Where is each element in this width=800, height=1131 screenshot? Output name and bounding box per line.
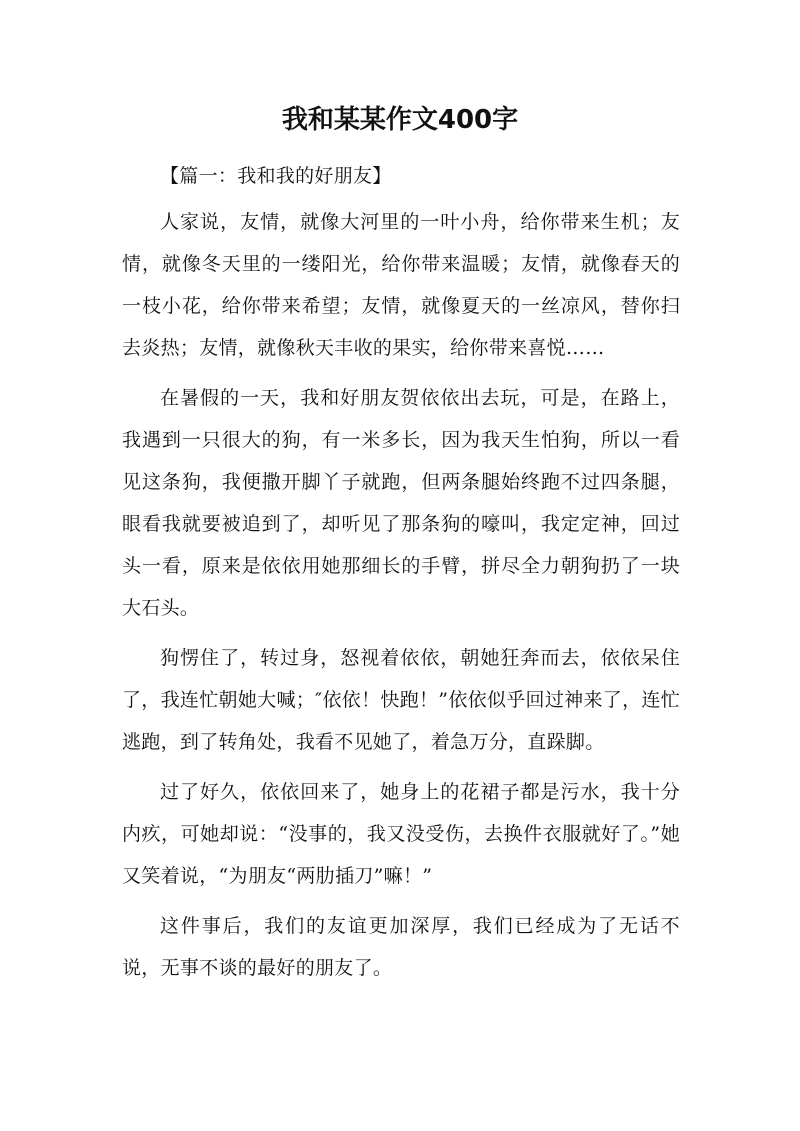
document-body xyxy=(122,155,680,997)
paragraph-escape: 狗愣住了，转过身，怒视着依依，朝她狂奔而去，依依呆住了，我连忙朝她大喊；″依依！快跑！”依依似乎回过神来了，连忙逃跑，到了转角处，我看不见她了，着急万分，直跺脚。 xyxy=(122,647,680,753)
document-title: 我和某某作文400字 xyxy=(281,105,519,135)
paragraph-return: 过了好久，依依回来了，她身上的花裙子都是污水，我十分内疚，可她却说：“没事的，我又没受伤，去换件衣服就好了。”她又笑着说，“为朋友“两肋插刀”嘛！” xyxy=(122,781,680,887)
section-heading: 【篇一：我和我的好朋友】 xyxy=(160,165,392,187)
paragraph-conclusion: 这件事后，我们的友谊更加深厚，我们已经成为了无话不说，无事不谈的最好的朋友了。 xyxy=(122,915,680,979)
paragraph-intro: 人家说，友情，就像大河里的一叶小舟，给你带来生机；友情，就像冬天里的一缕阳光，给你带来温暖；友情，就像春天的一枝小花，给你带来希望；友情，就像夏天的一丝凉风，替你扫去炎热；友情，就像秋天丰收的果实，给你带来喜悦…… xyxy=(122,211,680,359)
paragraph-dog-chase: 在暑假的一天，我和好朋友贺依依出去玩，可是，在路上，我遇到一只很大的狗，有一米多长，因为我天生怕狗，所以一看见这条狗，我便撒开脚丫子就跑，但两条腿始终跑不过四条腿，眼看我就要被追到了，却听见了那条狗的嚎叫，我定定神，回过头一看，原来是依依用她那细长的手臂，拼尽全力朝狗扔了一块大石头。 xyxy=(122,387,680,619)
